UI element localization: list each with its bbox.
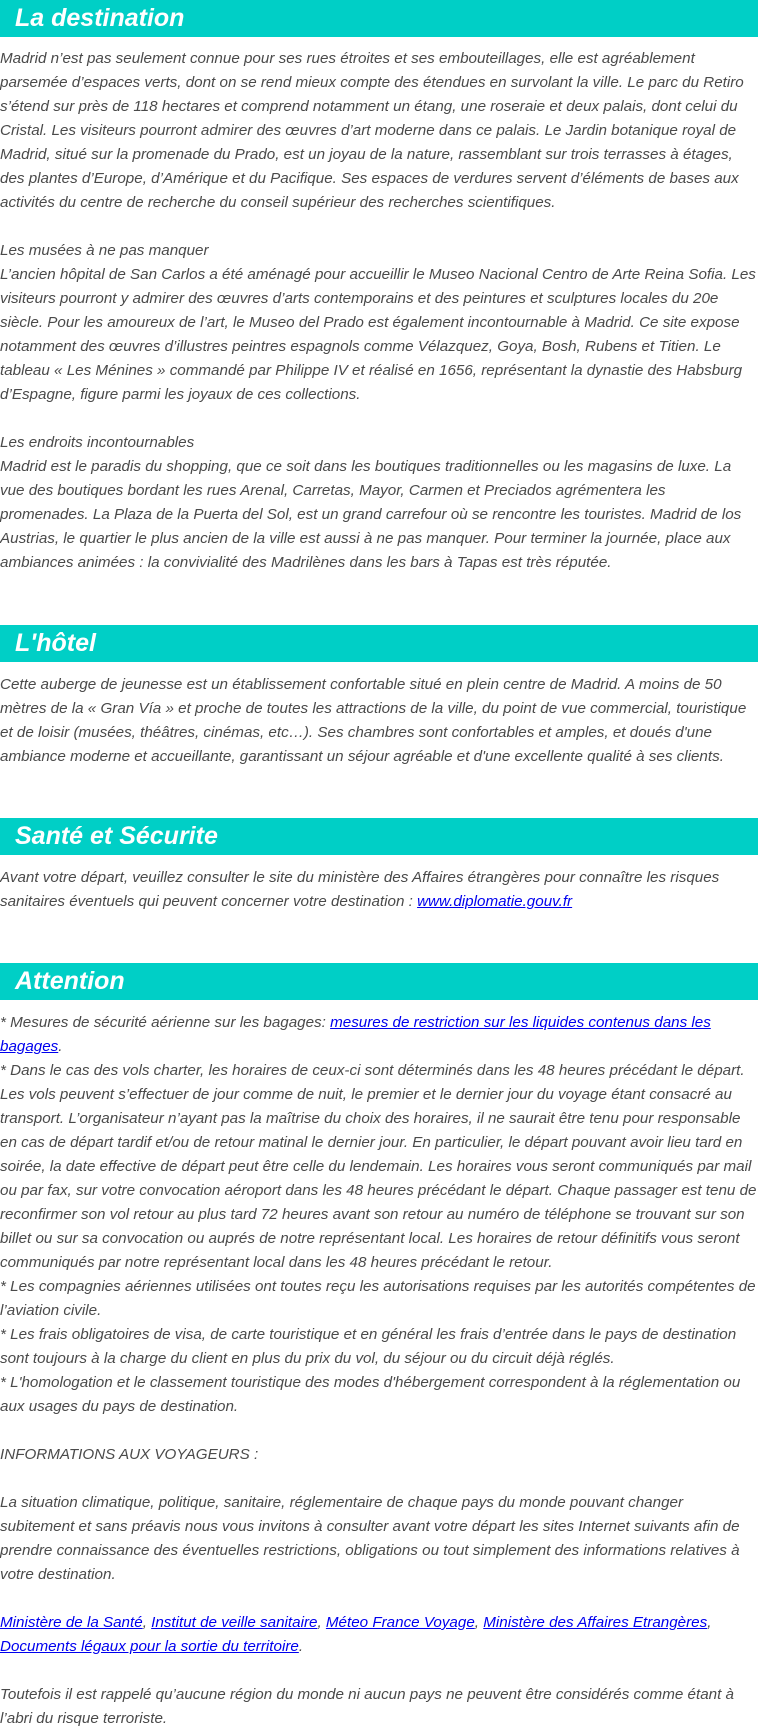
hotel-text: Cette auberge de jeunesse est un établissement confortable situé en plein centre de Madrid. A moins de 50 mètres de la « Gran Vía » et proche de toutes les attractions de la ville, du point de vue commercial, touristique et de loisir (musées, théâtres, cinémas, etc…). Ses chambres sont confortables et amples, et doués d'une ambiance moderne et accueillante, garantissant un séjour agréable et d'une excellente qualité à ses clients. [0, 676, 747, 765]
ministere-affaires-link[interactable]: Ministère des Affaires Etrangères [483, 1614, 708, 1631]
section-heading-health: Santé et Sécurite [0, 818, 758, 855]
museums-title: Les musées à ne pas manquer [0, 242, 209, 259]
institut-veille-link[interactable]: Institut de veille sanitaire [151, 1614, 318, 1631]
meteo-france-link[interactable]: Méteo France Voyage [325, 1614, 475, 1631]
places-text: Madrid est le paradis du shopping, que ce soit dans les boutiques traditionnelles ou les magasins de luxe. La vue des boutiques bordant les rues Arenal, Carretas, Mayor, Carmen et Preciados agrémentera les promenades. La Plaza de la Puerta del Sol, est un grand carrefour où se rencontre les touristes. Madrid de los Austrias, le quartier le plus ancien de la ville est aussi à ne pas manquer. Pour terminer la journée, place aux ambiances animées : la convivialité des Madrilènes dans les bars à Tapas est très réputée. [0, 458, 742, 571]
info-title: INFORMATIONS AUX VOYAGEURS : [0, 1446, 259, 1463]
destination-intro: Madrid n’est pas seulement connue pour ses rues étroites et ses embouteillages, elle est agréablement parsemée d’espaces verts, dont on se rend mieux compte des étendues en survolant la ville. Le parc du Retiro s’étend sur près de 118 hectares et comprend notamment un étang, une roseraie et deux palais, dont celui du Cristal. Les visiteurs pourront admirer des œuvres d’art moderne dans ce palais. Le Jardin botanique royal de Madrid, situé sur la promenade du Prado, est un joyau de la nature, rassemblant sur trois terrasses à étages, des plantes d’Europe, d’Amérique et du Pacifique. Ses espaces de verdures servent d’éléments de bases aux activités du centre de recherche du conseil supérieur des recherches scientifiques. [0, 50, 744, 211]
info-text: La situation climatique, politique, sanitaire, réglementaire de chaque pays du monde pouvant changer subitement et sans préavis nous vous invitons à consulter avant votre départ les sites Internet suivants afin de prendre connaissance des éventuelles restrictions, obligations ou tout simplement des informations relatives à votre destination. [0, 1494, 740, 1583]
links-end: . [298, 1638, 304, 1655]
destination-section [0, 47, 758, 575]
documents-legaux-link[interactable]: Documents légaux pour la sortie du territoire [0, 1638, 299, 1655]
baggage-suffix: . [58, 1038, 63, 1055]
section-heading-hotel: L'hôtel [0, 625, 758, 662]
attention-section [0, 1011, 758, 1731]
hotel-section [0, 673, 758, 769]
link-separator: , [474, 1614, 484, 1631]
ministere-sante-link[interactable]: Ministère de la Santé [0, 1614, 143, 1631]
diplomatie-link[interactable]: www.diplomatie.gouv.fr [417, 893, 573, 910]
museums-text: L’ancien hôpital de San Carlos a été aménagé pour accueillir le Museo Nacional Centro de Arte Reina Sofia. Les visiteurs pourront y admirer des œuvres d’arts contemporains et des peintures et sculptures locales du 20e siècle. Pour les amoureux de l’art, le Museo del Prado est également incontournable à Madrid. Ce site expose notamment des œuvres d’illustres peintres espagnols comme Vélazquez, Goya, Bosh, Rubens et Titien. Le tableau « Les Ménines » commandé par Philippe IV et réalisé en 1656, représentant la dynastie des Habsburg d’Espagne, figure parmi les joyaux de ces collections. [0, 266, 756, 403]
health-text [0, 866, 758, 914]
section-heading-destination: La destination [0, 0, 758, 37]
section-heading-attention: Attention [0, 963, 758, 1000]
link-separator: , [707, 1614, 712, 1631]
baggage-prefix: * Mesures de sécurité aérienne sur les bagages: [0, 1014, 331, 1031]
health-section [0, 866, 758, 914]
places-title: Les endroits incontournables [0, 434, 195, 451]
attention-bullet-baggage [0, 1011, 758, 1059]
terror-warning: Toutefois il est rappelé qu’aucune région du monde ni aucun pays ne peuvent être considérés comme étant à l’abri du risque terroriste. [0, 1686, 734, 1727]
link-separator: , [142, 1614, 152, 1631]
attention-bullet-airlines: * Les compagnies aériennes utilisées ont toutes reçu les autorisations requises par les autorités compétentes de l’aviation civile. [0, 1278, 756, 1319]
health-text-body: Avant votre départ, veuillez consulter le site du ministère des Affaires étrangères pour connaître les risques sanitaires éventuels qui peuvent concerner votre destination : [0, 869, 720, 910]
liquids-restriction-link[interactable]: mesures de restriction sur les liquides contenus dans les bagages [0, 1014, 711, 1055]
attention-bullet-charter: * Dans le cas des vols charter, les horaires de ceux-ci sont déterminés dans les 48 heures précédant le départ. Les vols peuvent s’effectuer de jour comme de nuit, le premier et le dernier jour du voyage étant consacré au transport. L’organisateur n’ayant pas la maîtrise du choix des horaires, il ne saurait être tenu pour responsable en cas de départ tardif et/ou de retour matinal le dernier jour. En particulier, le départ pouvant avoir lieu tard en soirée, la date effective de départ peut être celle du lendemain. Les horaires vous seront communiqués par mail ou par fax, sur votre convocation aéroport dans les 48 heures précédant le départ. Chaque passager est tenu de reconfirmer son vol retour au plus tard 72 heures avant son retour au numéro de téléphone se trouvant sur son billet ou sur sa convocation ou auprés de notre représentant local. Les horaires de retour définitifs vous seront communiqués par notre représentant local dans les 48 heures précédant le retour. [0, 1062, 757, 1271]
attention-bullet-lodging: * L'homologation et le classement touristique des modes d'hébergement correspondent à la réglementation ou aux usages du pays de destination. [0, 1374, 741, 1415]
link-separator: , [317, 1614, 326, 1631]
attention-bullet-fees: * Les frais obligatoires de visa, de carte touristique et en général les frais d’entrée dans le pays de destination sont toujours à la charge du client en plus du prix du vol, du séjour ou du circuit déjà réglés. [0, 1326, 737, 1367]
info-links [0, 1611, 758, 1659]
